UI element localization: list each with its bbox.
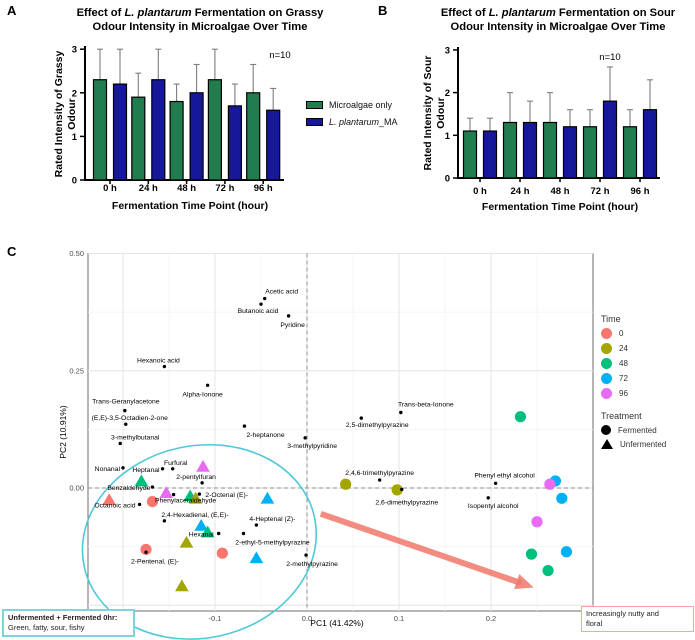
time-legend-label: 0 [619, 329, 624, 338]
loading-label: Alpha-Ionone [182, 391, 223, 399]
loading-point [144, 551, 147, 554]
sample-marker-fermented-48h [526, 549, 537, 560]
y-tick-label: 0 [71, 175, 77, 187]
bar-microalgae-only-72h [208, 80, 221, 180]
loading-point [206, 384, 209, 387]
sample-marker-fermented-48h [542, 565, 553, 576]
sample-marker-fermented-48h [515, 411, 526, 422]
loading-label: Octanoic acid [94, 502, 136, 510]
y-tick-label: 3 [71, 44, 77, 56]
y-axis-title: PC2 (10.91%) [58, 405, 68, 459]
loading-point [151, 485, 154, 488]
panel-c-letter: C [7, 244, 17, 259]
loading-point [163, 365, 166, 368]
loading-point [171, 467, 174, 470]
bar-l-plantarum-ma-96h [644, 110, 657, 178]
panel-b-title: Effect of L. plantarum Fermentation on Sour [440, 7, 676, 19]
loading-point [399, 411, 402, 414]
x-tick-label: 24 h [510, 186, 530, 197]
loading-point [360, 416, 363, 419]
x-tick-label: 72 h [590, 186, 610, 197]
treatment-legend-title: Treatment [601, 411, 642, 421]
x-tick-label: 96 h [253, 183, 273, 194]
legend-label-rest: _MA [379, 117, 398, 127]
panel-b-title-line2: Odour Intensity in Microalgae Over Time [450, 21, 666, 33]
y-axis-title: Rated Intensity of Sour [422, 55, 434, 171]
sample-marker-fermented-72h [556, 493, 567, 504]
panel-a-title: Effect of L. plantarum Fermentation on Grassy [76, 7, 324, 19]
x-axis-title: Fermentation Time Point (hour) [111, 200, 269, 212]
time-48-dot-icon [601, 358, 612, 369]
time-72-dot-icon [601, 373, 612, 384]
x-tick-label: 0 h [473, 186, 487, 197]
y-tick-label: 0.50 [69, 249, 84, 258]
sample-marker-fermented-96h [531, 516, 542, 527]
loading-label: 2-pentylfuran [176, 473, 216, 481]
treatment-legend-label: Fermented [618, 425, 657, 435]
legend-item-label [329, 117, 398, 127]
loading-label: 2,5-dimethylpyrazine [345, 422, 409, 430]
loading-point [163, 519, 166, 522]
loading-point [263, 297, 266, 300]
loading-label: Trans-beta-Ionone [398, 401, 454, 409]
loading-label: Benzaldehyde [107, 485, 151, 493]
panel-a-title-line2: Odour Intensity in Microalgae Over Time [92, 21, 308, 33]
loading-point [400, 488, 403, 491]
bar-l-plantarum-ma-24h [152, 80, 165, 180]
bar-microalgae-only-96h [624, 127, 637, 178]
loading-label: Trans-Geranylacetone [92, 398, 160, 406]
loading-point [124, 423, 127, 426]
loading-label: 2-ethyl-5-methylpyrazine [235, 539, 310, 547]
loading-point [243, 424, 246, 427]
time-24-dot-icon [601, 343, 612, 354]
loading-point [303, 436, 306, 439]
bar-l-plantarum-ma-24h [524, 122, 537, 178]
loading-label: Pyridine [280, 321, 305, 329]
loading-label: 2-methylpyrazine [286, 561, 338, 569]
loading-label: 2,6-dimethylpyrazine [375, 499, 439, 507]
time-96-dot-icon [601, 388, 612, 399]
loading-point [161, 467, 164, 470]
sample-marker-fermented-96h [544, 479, 555, 490]
loading-label: 2,4-Hexadienal, (E,E)- [161, 511, 229, 519]
time-legend-item [601, 343, 666, 354]
bar-l-plantarum-ma-48h [564, 127, 577, 178]
bar-microalgae-only-0h [94, 80, 107, 180]
loading-point [121, 466, 124, 469]
loading-point [287, 314, 290, 317]
y-axis-title: Rated Intensity of Grassy [53, 50, 65, 178]
loading-label: Furfural [163, 459, 188, 467]
loading-label: Butanoic acid [237, 308, 279, 316]
pca-legend [601, 314, 666, 453]
loading-label: Hexanal [188, 531, 214, 539]
bar-microalgae-only-48h [544, 122, 557, 178]
y-tick-label: 2 [444, 88, 450, 100]
loading-point [259, 302, 262, 305]
loading-label: 3-methylpyridine [287, 442, 338, 450]
sample-marker-fermented-24h [340, 479, 351, 490]
annotation-box-unfermented [2, 609, 135, 637]
x-tick-label: -0.1 [208, 614, 222, 623]
loading-point [242, 532, 245, 535]
time-legend-item [601, 358, 666, 369]
annotation-line: floral [586, 619, 603, 629]
x-tick-label: 48 h [177, 183, 197, 194]
x-tick-label: 0 h [103, 183, 117, 194]
y-tick-label: 2 [71, 88, 77, 100]
panel-b-letter: B [378, 3, 388, 18]
loading-point [198, 492, 201, 495]
loading-label: 2,4,6-trimethylpyrazine [345, 470, 415, 478]
y-axis-title: Odour [66, 98, 78, 130]
sample-marker-fermented-72h [561, 546, 572, 557]
loading-point [123, 409, 126, 412]
time-legend-label: 96 [619, 389, 628, 398]
loading-point [304, 553, 307, 556]
y-tick-label: 1 [444, 130, 450, 142]
fermented-circle-icon [601, 425, 611, 435]
loading-label: 4-Heptenal (Z)- [249, 516, 296, 524]
panel-a-letter: A [7, 3, 17, 18]
annotation-line: Unfermented + Fermented 0hr: [8, 613, 118, 622]
loading-point [255, 523, 258, 526]
bar-legend [306, 100, 398, 127]
annotation-box-nutty-floral [581, 606, 694, 632]
sample-marker-fermented-0h [217, 548, 228, 559]
bar-l-plantarum-ma-72h [228, 106, 241, 180]
x-tick-label: 72 h [215, 183, 235, 194]
treatment-legend-item [601, 425, 666, 435]
time-legend-item [601, 388, 666, 399]
loading-point [494, 482, 497, 485]
bar-l-plantarum-ma-72h [604, 101, 617, 178]
bar-microalgae-only-24h [132, 97, 145, 180]
treatment-legend-label: Unfermented [620, 439, 667, 449]
bar-microalgae-only-96h [247, 93, 260, 180]
y-tick-label: 3 [444, 45, 450, 57]
loading-label: (E,E)-3,5-Octadien-2-one [91, 415, 168, 423]
time-legend-item [601, 328, 666, 339]
loading-label: Phenyl ethyl alcohol [474, 472, 535, 480]
x-tick-label: 0.2 [485, 614, 497, 623]
y-tick-label: 0.25 [69, 366, 84, 376]
loading-label: Heptanal [132, 466, 160, 474]
annotation-line: Green, fatty, sour, fishy [8, 623, 85, 633]
treatment-legend-item [601, 439, 666, 449]
loading-label: 2-Pentenal, (E)- [131, 558, 179, 566]
bar-l-plantarum-ma-0h [114, 84, 127, 180]
loading-point [138, 503, 141, 506]
time-legend-label: 48 [619, 359, 628, 368]
bar-microalgae-only-0h [464, 131, 477, 178]
n-annotation: n=10 [599, 52, 621, 63]
legend-item-microalgae [306, 100, 398, 110]
loading-point [119, 442, 122, 445]
legend-label-italic: L. plantarum [329, 117, 380, 127]
bar-l-plantarum-ma-96h [267, 110, 280, 180]
y-axis-title: Odour [435, 97, 447, 129]
time-0-dot-icon [601, 328, 612, 339]
loading-point [200, 481, 203, 484]
y-tick-label: 0.00 [69, 483, 84, 493]
loading-label: 3-methylbutanal [111, 434, 160, 442]
loading-point [378, 478, 381, 481]
loading-label: Acetic acid [265, 288, 299, 296]
bar-l-plantarum-ma-48h [190, 93, 203, 180]
x-tick-label: 48 h [550, 186, 570, 197]
bar-microalgae-only-24h [504, 122, 517, 178]
legend-item-plantarum [306, 117, 398, 127]
loading-label: 2-heptanone [246, 432, 285, 440]
loading-point [172, 493, 175, 496]
bar-microalgae-only-72h [584, 127, 597, 178]
loading-label: Isopentyl alcohol [467, 502, 519, 510]
x-tick-label: 0.0 [301, 614, 313, 623]
x-tick-label: 0.1 [393, 614, 405, 623]
loading-label: Nonanal [94, 465, 120, 473]
time-legend-label: 24 [619, 344, 628, 353]
time-legend-item [601, 373, 666, 384]
time-legend-title: Time [601, 314, 621, 324]
y-tick-label: 0 [444, 173, 450, 185]
loading-label: 2-Octenal (E)- [205, 492, 249, 500]
y-tick-label: 1 [71, 131, 77, 143]
time-legend-label: 72 [619, 374, 628, 383]
pca-biplot-svg [0, 230, 695, 640]
bar-l-plantarum-ma-0h [484, 131, 497, 178]
x-axis-title: Fermentation Time Point (hour) [481, 201, 639, 213]
bar-microalgae-only-48h [170, 102, 183, 180]
x-tick-label: 24 h [138, 183, 158, 194]
x-axis-title: PC1 (41.42%) [310, 618, 364, 628]
loading-label: Phenylacetaldehyde [154, 497, 217, 505]
microalgae-swatch-icon [306, 101, 323, 109]
n-annotation: n=10 [269, 50, 291, 61]
annotation-line: Increasingly nutty and [586, 609, 659, 618]
loading-point [217, 532, 220, 535]
plantarum-swatch-icon [306, 118, 323, 126]
loading-point [487, 496, 490, 499]
x-tick-label: 96 h [630, 186, 650, 197]
legend-item-label: Microalgae only [329, 100, 393, 110]
unfermented-triangle-icon [601, 439, 613, 449]
loading-label: Hexanoic acid [137, 357, 180, 365]
